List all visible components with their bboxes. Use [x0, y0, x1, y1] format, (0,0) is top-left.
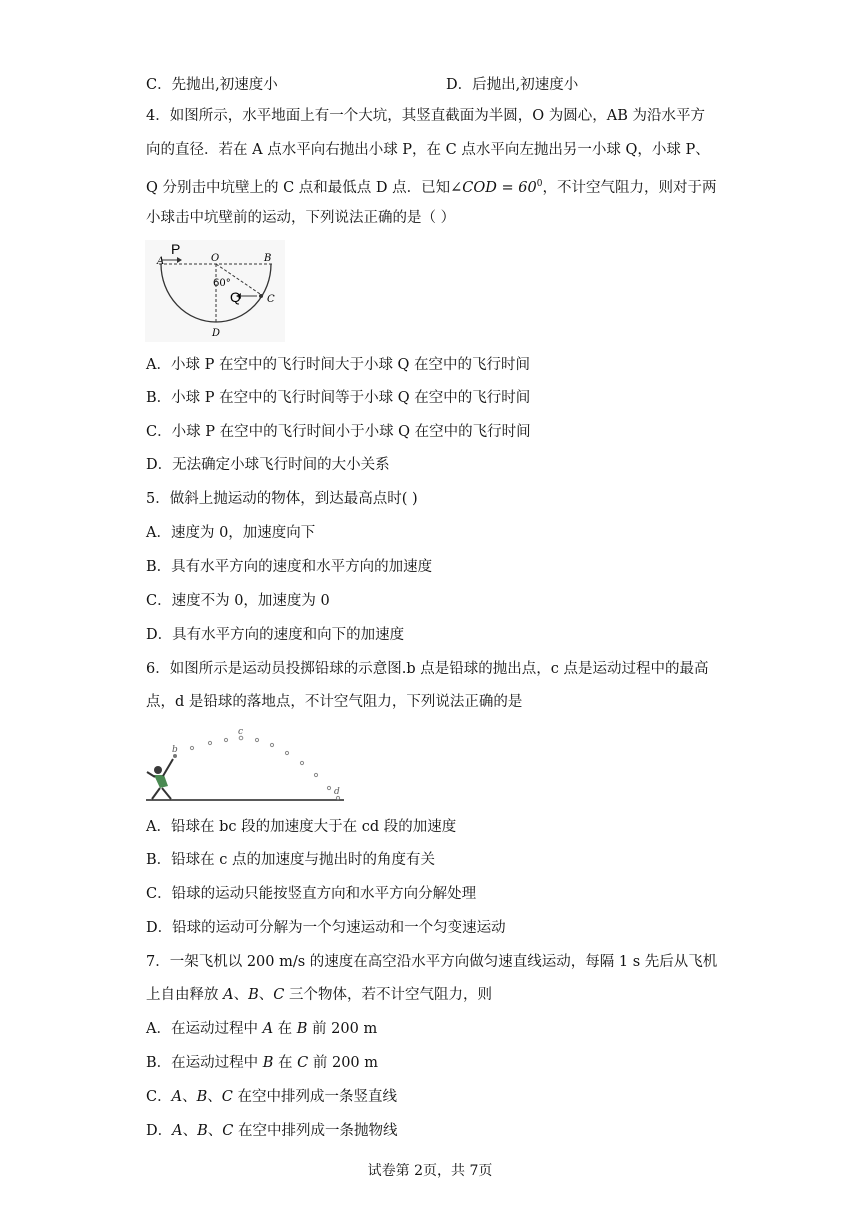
q7-var-a: A: [223, 987, 234, 1003]
q6-figure-shot-put: [144, 728, 346, 803]
q6-athlete-figure: [147, 759, 173, 799]
q7-option-d-post: 在空中排列成一条抛物线: [233, 1123, 398, 1139]
q7-option-c-post: 在空中排列成一条竖直线: [232, 1089, 397, 1105]
q4-label-p: P: [171, 241, 181, 257]
q4-stem-line-3: [146, 174, 716, 198]
q7-var-c: C: [273, 987, 285, 1003]
q7-sep-2: 、: [258, 987, 274, 1003]
q7-option-d: [146, 1121, 398, 1141]
q4-label-d: D: [212, 328, 221, 339]
q4-stem-line-2: 向的直径．若在 A 点水平向右抛出小球 P，在 C 点水平向左抛出另一小球 Q，小球 P、: [146, 142, 710, 158]
q4-stem-line-3a: Q 分别击中坑壁上的 C 点和最低点 D 点．已知: [146, 179, 451, 196]
q7-option-d-pre: D．: [146, 1123, 173, 1139]
q7-stem-line-1: 7．一架飞机以 200 m/s 的速度在高空沿水平方向做匀速直线运动，每隔 1 s 先后从飞机: [146, 954, 718, 970]
q6-option-a: A．铅球在 bc 段的加速度大于在 cd 段的加速度: [146, 819, 457, 835]
q4-option-d: D．无法确定小球飞行时间的大小关系: [146, 457, 390, 473]
q7-option-c-sep2: 、: [207, 1089, 222, 1105]
q6-label-d: d: [334, 787, 340, 797]
q4-label-angle: 60°: [213, 278, 231, 289]
q7-option-d-var-c: C: [222, 1123, 234, 1139]
q5-option-b: B．具有水平方向的速度和水平方向的加速度: [146, 559, 433, 575]
q7-option-c-var-a: A: [171, 1089, 183, 1105]
q5-option-c: C．速度不为 0，加速度为 0: [146, 593, 330, 609]
page-footer: 试卷第 2页，共 7页: [367, 1163, 493, 1179]
q6-stem-line-2: 点，d 是铅球的落地点，不计空气阻力，下列说法正确的是: [146, 694, 523, 710]
q7-option-b-var1: B: [262, 1055, 274, 1071]
q4-label-a: A: [157, 256, 165, 267]
q4-angle-formula: ∠COD = 60: [450, 179, 537, 196]
q7-option-a-post: 前 200 m: [307, 1021, 378, 1037]
q4-option-a: A．小球 P 在空中的飞行时间大于小球 Q 在空中的飞行时间: [146, 357, 531, 373]
q6-option-d: D．铅球的运动可分解为一个匀速运动和一个匀变速运动: [146, 920, 506, 936]
q5-option-a: A．速度为 0，加速度向下: [146, 525, 316, 541]
q4-label-q: Q: [230, 289, 241, 305]
q4-label-o: O: [211, 253, 220, 264]
q7-option-a-mid: 在: [273, 1021, 297, 1037]
q7-option-d-sep1: 、: [182, 1123, 198, 1139]
q6-label-c: c: [238, 728, 244, 737]
q7-option-b-var2: C: [297, 1055, 309, 1071]
q3-option-c: C．先抛出,初速度小: [146, 77, 278, 93]
q5-stem: 5．做斜上抛运动的物体，到达最高点时( ): [146, 491, 418, 507]
q7-stem-line-2-post: 三个物体，若不计空气阻力，则: [284, 987, 492, 1003]
q6-stem-line-1: 6．如图所示是运动员投掷铅球的示意图.b 点是铅球的抛出点，c 点是运动过程中的最高: [146, 661, 709, 677]
q5-option-d: D．具有水平方向的速度和向下的加速度: [146, 627, 405, 643]
q7-option-a-var1: A: [262, 1021, 274, 1037]
q7-var-b: B: [248, 987, 259, 1003]
q4-figure-semicircle-pit: [145, 240, 285, 342]
q7-option-d-sep2: 、: [207, 1123, 223, 1139]
q7-option-b: [146, 1053, 378, 1073]
q4-stem-line-4: 小球击中坑壁前的运动，下列说法正确的是（ ）: [146, 210, 456, 226]
q7-option-b-post: 前 200 m: [308, 1055, 379, 1071]
q7-option-c: [146, 1087, 397, 1107]
q7-option-b-pre: B．在运动过程中: [146, 1055, 263, 1071]
q7-option-c-sep1: 、: [182, 1089, 197, 1105]
q4-option-b: B．小球 P 在空中的飞行时间等于小球 Q 在空中的飞行时间: [146, 390, 531, 406]
q6-trajectory-dots: [190, 736, 339, 799]
q7-stem-line-2: [146, 985, 492, 1005]
q7-option-d-var-b: B: [197, 1123, 208, 1139]
q7-option-a: [146, 1019, 377, 1039]
q4-label-c: C: [267, 294, 275, 305]
q4-stem-line-1: 4．如图所示，水平地面上有一个大坑，其竖直截面为半圆，O 为圆心，AB 为沿水平方: [146, 108, 705, 124]
q4-point-c-dot: [259, 294, 263, 298]
q4-angle-sup: 0: [536, 179, 543, 189]
q7-option-c-pre: C．: [146, 1089, 172, 1105]
q6-option-b: B．铅球在 c 点的加速度与抛出时的角度有关: [146, 852, 435, 868]
q6-label-b: b: [172, 745, 178, 755]
q4-stem-line-3b: ，不计空气阻力，则对于两: [542, 179, 717, 196]
q7-option-a-pre: A．在运动过程中: [146, 1021, 263, 1037]
q7-option-d-var-a: A: [172, 1123, 183, 1139]
q7-option-b-mid: 在: [273, 1055, 298, 1071]
q7-option-c-var-b: B: [196, 1089, 208, 1105]
q7-option-a-var2: B: [296, 1021, 308, 1037]
q7-option-c-var-c: C: [221, 1089, 233, 1105]
q4-label-b: B: [264, 253, 272, 264]
q3-option-d: D．后抛出,初速度小: [446, 77, 579, 93]
q7-sep-1: 、: [233, 987, 249, 1003]
q4-option-c: C．小球 P 在空中的飞行时间小于小球 Q 在空中的飞行时间: [146, 424, 531, 440]
q7-stem-line-2-pre: 上自由释放: [146, 987, 224, 1003]
q6-option-c: C．铅球的运动只能按竖直方向和水平方向分解处理: [146, 886, 477, 902]
